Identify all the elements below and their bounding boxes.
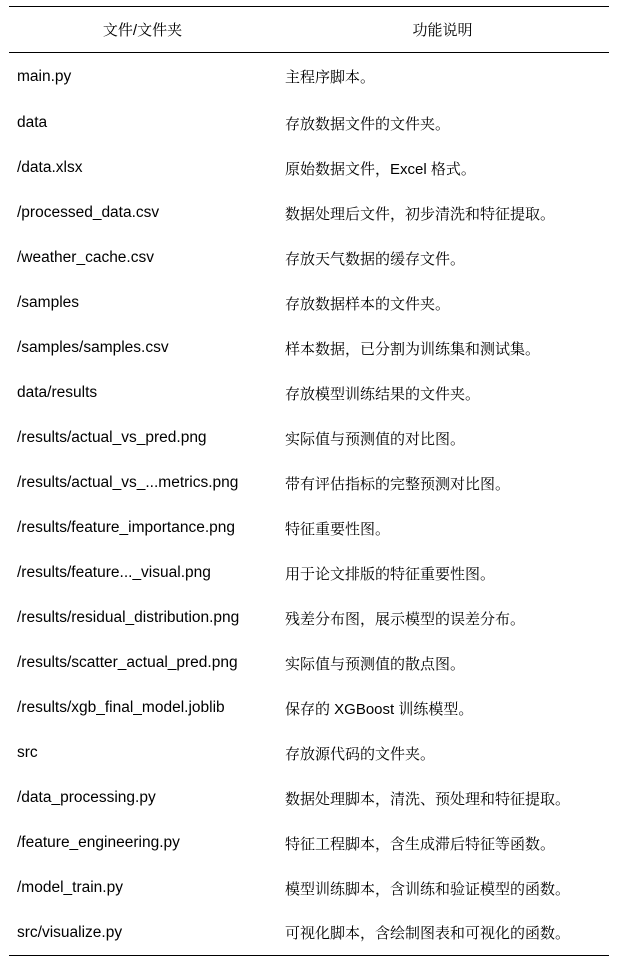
description-cell: 保存的 XGBoost 训练模型。: [285, 700, 474, 718]
table-row: [9, 596, 609, 641]
description-cell: 数据处理后文件，初步清洗和特征提取。: [285, 205, 556, 223]
file-path-cell: /feature_engineering.py: [17, 834, 180, 851]
file-structure-table: [9, 6, 609, 956]
file-path-cell: /model_train.py: [17, 879, 123, 896]
header-row: [9, 7, 609, 53]
table-row: [9, 686, 609, 731]
description-cell: 实际值与预测值的对比图。: [285, 430, 466, 448]
description-cell: 存放数据样本的文件夹。: [285, 295, 451, 313]
file-path-cell: /results/feature..._visual.png: [17, 564, 211, 581]
file-path-cell: /samples/samples.csv: [17, 339, 169, 356]
description-cell: 存放天气数据的缓存文件。: [285, 250, 466, 268]
header-description-column: 功能说明: [276, 7, 609, 53]
table-row: [9, 551, 609, 596]
table-row: [9, 236, 609, 281]
file-path-cell: data/results: [17, 384, 98, 401]
table-row: [9, 101, 609, 146]
table-row: [9, 776, 609, 821]
file-path-cell: /results/residual_distribution.png: [17, 609, 240, 626]
table-row: [9, 416, 609, 461]
description-cell: 原始数据文件，Excel 格式。: [285, 160, 476, 178]
description-cell: 残差分布图，展示模型的误差分布。: [285, 610, 526, 628]
description-cell: 存放数据文件的文件夹。: [285, 115, 451, 133]
file-path-cell: /processed_data.csv: [17, 204, 160, 221]
file-path-cell: /data.xlsx: [17, 159, 83, 176]
table-header: [9, 7, 609, 53]
description-cell: 用于论文排版的特征重要性图。: [285, 565, 496, 583]
description-cell: 主程序脚本。: [285, 69, 376, 87]
table-row: [9, 821, 609, 866]
file-path-cell: main.py: [17, 67, 72, 85]
table-row: [9, 146, 609, 191]
table-row: [9, 506, 609, 551]
table-body: [9, 53, 609, 956]
description-cell: 特征重要性图。: [285, 520, 391, 538]
table-row: [9, 53, 609, 101]
file-path-cell: src/visualize.py: [9, 911, 276, 956]
table-row: [9, 461, 609, 506]
file-path-cell: /data_processing.py: [17, 789, 156, 806]
table-row: [9, 326, 609, 371]
description-cell: 样本数据，已分割为训练集和测试集。: [285, 340, 541, 358]
table-row: [9, 731, 609, 776]
description-cell: 存放源代码的文件夹。: [285, 745, 436, 763]
file-path-cell: /results/xgb_final_model.joblib: [17, 699, 225, 716]
table-row: [9, 281, 609, 326]
table-row: [9, 371, 609, 416]
table-row: [9, 911, 609, 956]
description-cell: 数据处理脚本，清洗、预处理和特征提取。: [285, 790, 571, 808]
table-row: [9, 641, 609, 686]
file-path-cell: /results/actual_vs_...metrics.png: [17, 474, 239, 491]
description-cell: 带有评估指标的完整预测对比图。: [285, 475, 511, 493]
description-cell: 可视化脚本，含绘制图表和可视化的函数。: [276, 911, 609, 956]
file-path-cell: /results/actual_vs_pred.png: [17, 429, 207, 446]
file-path-cell: /results/feature_importance.png: [17, 519, 235, 536]
file-path-cell: src: [17, 744, 38, 761]
file-path-cell: /results/scatter_actual_pred.png: [17, 654, 238, 671]
description-cell: 实际值与预测值的散点图。: [285, 655, 466, 673]
description-cell: 特征工程脚本，含生成滞后特征等函数。: [285, 835, 556, 853]
file-path-cell: data: [17, 114, 48, 131]
header-file-column: 文件/文件夹: [9, 7, 276, 53]
description-cell: 存放模型训练结果的文件夹。: [285, 385, 481, 403]
file-path-cell: /samples: [17, 294, 80, 311]
table-row: [9, 191, 609, 236]
file-path-cell: /weather_cache.csv: [17, 249, 154, 266]
description-cell: 模型训练脚本，含训练和验证模型的函数。: [285, 880, 571, 898]
table-row: [9, 866, 609, 911]
